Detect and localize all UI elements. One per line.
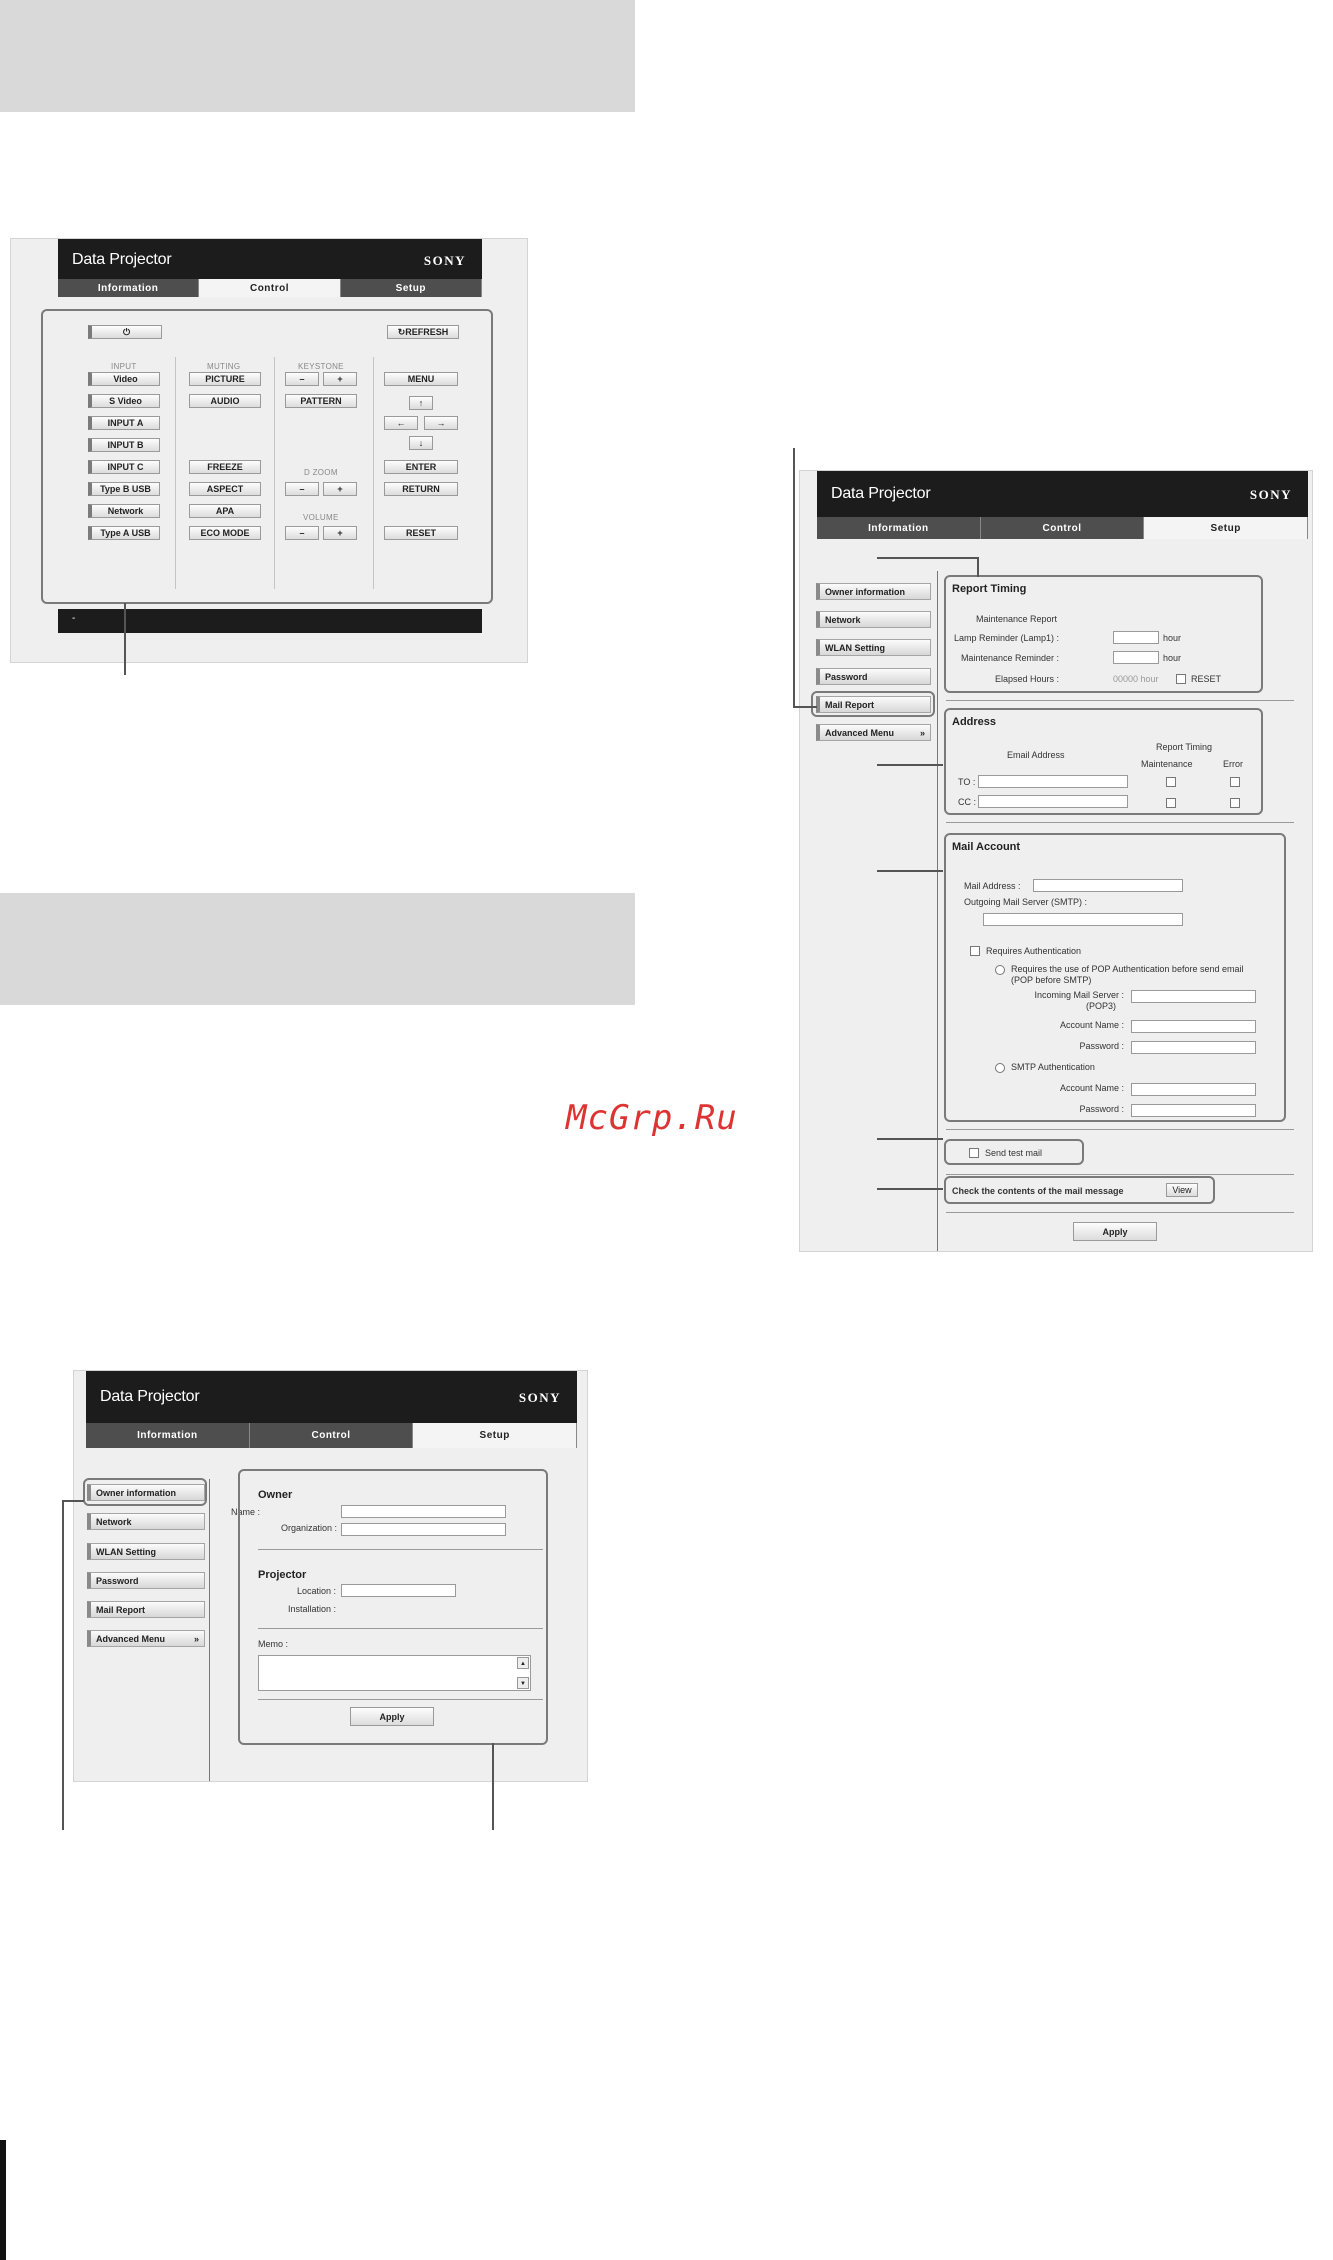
pop-before-smtp-label: Requires the use of POP Authentication before send email [1011, 964, 1244, 974]
control-titlebar [58, 239, 482, 281]
sidebar-item-password[interactable]: Password [816, 668, 931, 685]
installation-label: Installation : [287, 1604, 336, 1614]
error-col-label: Error [1223, 759, 1243, 769]
callout-leader [877, 764, 943, 766]
incoming-server-label-2: (POP3) [1085, 1001, 1116, 1011]
owner-information-sidebar-callout [83, 1478, 207, 1506]
arrow-left-button[interactable]: ← [384, 416, 418, 430]
lamp-reminder-label: Lamp Reminder (Lamp1) : [953, 633, 1059, 643]
check-contents-label: Check the contents of the mail message [952, 1186, 1124, 1196]
double-chevron-down-icon: » [193, 1633, 199, 1644]
check-contents-callout [944, 1176, 1215, 1204]
page-edge-bar [0, 2140, 6, 2260]
control-area-callout [41, 309, 493, 604]
sidebar-item-owner-information[interactable]: Owner information [816, 583, 931, 600]
input-video-button[interactable]: Video [88, 372, 160, 386]
smtp-account-name-label: Account Name : [1059, 1083, 1124, 1093]
input-typea-usb-button[interactable]: Type A USB [88, 526, 160, 540]
tab-setup[interactable]: Setup [1144, 517, 1308, 539]
pattern-button[interactable]: PATTERN [285, 394, 357, 408]
smtp-password-label: Password : [1079, 1104, 1124, 1114]
report-timing-callout [944, 575, 1263, 693]
advanced-menu-label: Advanced Menu [825, 727, 895, 738]
status-text: - [72, 613, 76, 624]
sidebar-item-advanced-menu[interactable] [816, 724, 931, 741]
dzoom-minus-button[interactable]: – [285, 482, 319, 496]
audio-mute-button[interactable]: AUDIO [189, 394, 261, 408]
mail-account-callout [944, 833, 1286, 1122]
callout-leader [877, 557, 977, 559]
elapsed-hours-label: Elapsed Hours : [994, 674, 1059, 684]
tab-information[interactable]: Information [58, 279, 199, 297]
maintenance-report-label: Maintenance Report [976, 614, 1058, 624]
section-divider [946, 1174, 1294, 1175]
tab-setup[interactable]: Setup [413, 1423, 577, 1448]
section-divider [946, 700, 1294, 701]
smtp-server-label: Outgoing Mail Server (SMTP) : [964, 897, 1088, 907]
pop-password-label: Password : [1079, 1041, 1124, 1051]
header-band-top [0, 0, 635, 112]
tab-control[interactable]: Control [250, 1423, 414, 1448]
address-callout [944, 708, 1263, 815]
volume-plus-button[interactable]: + [323, 526, 357, 540]
control-tabs [58, 279, 482, 297]
owner-heading: Owner [258, 1489, 293, 1501]
callout-leader [877, 1138, 943, 1140]
power-icon: ⏻ [122, 326, 131, 337]
send-test-mail-label: Send test mail [985, 1148, 1043, 1158]
incoming-server-label: Incoming Mail Server : [1034, 990, 1124, 1000]
callout-leader [124, 603, 126, 675]
sidebar-item-network[interactable]: Network [87, 1513, 205, 1530]
return-button[interactable]: RETURN [384, 482, 458, 496]
tab-control[interactable]: Control [981, 517, 1145, 539]
requires-auth-label: Requires Authentication [986, 946, 1082, 956]
send-test-mail-callout [944, 1139, 1084, 1165]
arrow-up-button[interactable]: ↑ [409, 396, 433, 410]
keystone-plus-button[interactable]: + [323, 372, 357, 386]
sidebar-item-mail-report[interactable]: Mail Report [816, 696, 931, 713]
advanced-menu-label: Advanced Menu [96, 1633, 166, 1644]
mail-account-heading: Mail Account [952, 841, 1021, 853]
maintenance-col-label: Maintenance [1141, 759, 1193, 769]
sidebar-item-wlan-setting[interactable]: WLAN Setting [87, 1543, 205, 1560]
header-band-middle [0, 893, 635, 1005]
brand-logo: SONY [423, 253, 466, 268]
owner-info-screen [73, 1370, 588, 1782]
sidebar-item-owner-information[interactable]: Owner information [87, 1484, 205, 1501]
eco-mode-button[interactable]: ECO MODE [189, 526, 261, 540]
callout-leader [977, 557, 979, 577]
group-label-input: INPUT [111, 362, 137, 371]
sidebar-item-network[interactable]: Network [816, 611, 931, 628]
control-screen [10, 238, 528, 663]
mail-report-screen [799, 470, 1313, 1252]
brand-logo: SONY [1249, 487, 1292, 502]
callout-leader [793, 448, 795, 708]
sidebar-item-password[interactable]: Password [87, 1572, 205, 1589]
group-label-muting: MUTING [207, 362, 241, 371]
mail-address-label: Mail Address : [964, 881, 1021, 891]
projector-heading: Projector [258, 1569, 307, 1581]
section-divider [946, 1212, 1294, 1213]
mail-report-sidebar-callout [811, 691, 935, 717]
reset-label: RESET [1191, 674, 1222, 684]
reset-button[interactable]: RESET [384, 526, 458, 540]
arrow-right-button[interactable]: → [424, 416, 458, 430]
mail-titlebar [817, 471, 1308, 517]
input-svideo-button[interactable]: S Video [88, 394, 160, 408]
mail-tabs [817, 517, 1308, 539]
sidebar-item-advanced-menu[interactable] [87, 1630, 205, 1647]
enter-button[interactable]: ENTER [384, 460, 458, 474]
freeze-button[interactable]: FREEZE [189, 460, 261, 474]
sidebar-item-wlan-setting[interactable]: WLAN Setting [816, 639, 931, 656]
pop-before-smtp-label-2: (POP before SMTP) [1011, 975, 1092, 985]
menu-button[interactable]: MENU [384, 372, 458, 386]
callout-leader [492, 1743, 494, 1830]
name-label: Name : [230, 1507, 260, 1517]
volume-minus-button[interactable]: – [285, 526, 319, 540]
view-button[interactable]: View [1166, 1183, 1198, 1197]
group-label-dzoom: D ZOOM [304, 468, 338, 477]
scroll-down-icon[interactable]: ▼ [517, 1677, 529, 1689]
callout-leader [877, 1188, 943, 1190]
sidebar-divider [209, 1479, 210, 1782]
callout-leader [877, 870, 943, 872]
refresh-button[interactable]: ↻ REFRESH [387, 325, 459, 339]
location-label: Location : [296, 1586, 336, 1596]
email-address-col-label: Email Address [1007, 750, 1065, 760]
apa-button[interactable]: APA [189, 504, 261, 518]
keystone-minus-button[interactable]: – [285, 372, 319, 386]
input-a-button[interactable]: INPUT A [88, 416, 160, 430]
input-network-button[interactable]: Network [88, 504, 160, 518]
tab-information[interactable]: Information [86, 1423, 250, 1448]
hour-unit: hour [1163, 633, 1182, 643]
watermark: McGrp.Ru [566, 1098, 738, 1138]
report-timing-col-label: Report Timing [1156, 742, 1213, 752]
apply-button[interactable]: Apply [350, 1707, 434, 1726]
to-label: TO : [958, 777, 976, 787]
callout-leader [62, 1500, 84, 1502]
input-typeb-usb-button[interactable]: Type B USB [88, 482, 160, 496]
brand-logo: SONY [518, 1390, 561, 1405]
scroll-up-icon[interactable]: ▲ [517, 1657, 529, 1669]
tab-setup[interactable]: Setup [341, 279, 482, 297]
sidebar-divider [937, 571, 938, 1252]
group-label-volume: VOLUME [303, 513, 339, 522]
dzoom-plus-button[interactable]: + [323, 482, 357, 496]
pop-account-name-label: Account Name : [1059, 1020, 1124, 1030]
input-b-button[interactable]: INPUT B [88, 438, 160, 452]
arrow-down-button[interactable]: ↓ [409, 436, 433, 450]
section-divider [946, 822, 1294, 823]
maintenance-reminder-label: Maintenance Reminder : [960, 653, 1059, 663]
elapsed-hours-value: 00000 hour [1113, 674, 1159, 684]
callout-leader [62, 1500, 64, 1830]
organization-label: Organization : [280, 1523, 337, 1533]
hour-unit: hour [1163, 653, 1182, 663]
sidebar-item-mail-report[interactable]: Mail Report [87, 1601, 205, 1618]
report-timing-heading: Report Timing [952, 583, 1027, 595]
tab-control[interactable]: Control [199, 279, 340, 297]
smtp-auth-label: SMTP Authentication [1011, 1062, 1095, 1072]
owner-form-callout [238, 1469, 548, 1745]
group-label-keystone: KEYSTONE [298, 362, 344, 371]
refresh-icon: ↻ [397, 326, 406, 337]
address-heading: Address [952, 716, 997, 728]
picture-mute-button[interactable]: PICTURE [189, 372, 261, 386]
cc-label: CC : [958, 797, 976, 807]
owner-titlebar [86, 1371, 577, 1423]
tab-information[interactable]: Information [817, 517, 981, 539]
owner-tabs [86, 1423, 577, 1448]
callout-leader [793, 706, 817, 708]
apply-button[interactable]: Apply [1073, 1222, 1157, 1241]
app-title: Data Projector [100, 1388, 200, 1405]
app-title: Data Projector [72, 251, 172, 268]
section-divider [946, 1129, 1294, 1130]
aspect-button[interactable]: ASPECT [189, 482, 261, 496]
status-bar [58, 609, 482, 633]
input-c-button[interactable]: INPUT C [88, 460, 160, 474]
app-title: Data Projector [831, 485, 931, 502]
double-chevron-down-icon: » [919, 727, 925, 738]
memo-label: Memo : [258, 1639, 289, 1649]
